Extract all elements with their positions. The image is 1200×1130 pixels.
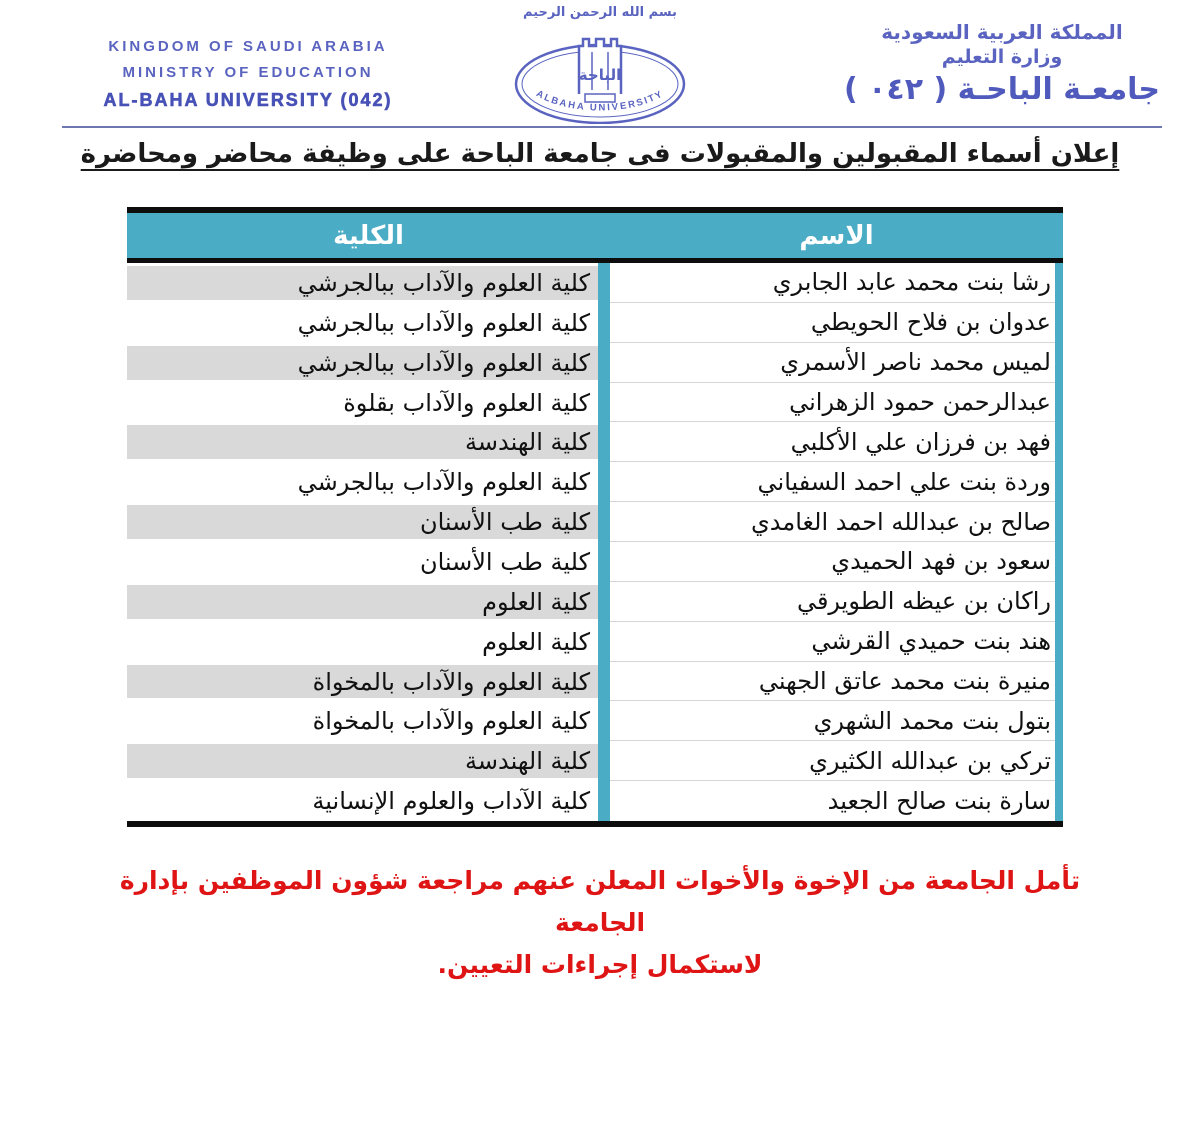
table-row [127,542,1063,582]
table-row [127,462,1063,502]
candidate-name-cell: صالح بن عبدالله احمد الغامدي [610,502,1055,542]
table-row [127,383,1063,423]
candidate-name-cell: رشا بنت محمد عابد الجابري [610,263,1055,303]
table-row [127,781,1063,821]
letterhead-country-en: KINGDOM OF SAUDI ARABIA [108,38,388,55]
table-row [127,343,1063,383]
footer-note [110,860,1090,986]
college-cell-fill: كلية العلوم والآداب ببالجرشي [297,308,590,337]
college-cell-fill: كلية العلوم والآداب ببالجرشي [127,266,598,300]
table-row [127,701,1063,741]
candidate-name-cell: لميس محمد ناصر الأسمري [610,343,1055,383]
college-cell [127,701,598,741]
college-cell-fill: كلية طب الأسنان [127,505,598,539]
table-row [127,263,1063,303]
table-body [127,263,1063,821]
table-bottom-border [127,821,1063,827]
college-cell-fill: كلية الهندسة [127,744,598,778]
college-cell [127,462,598,502]
candidate-name-cell: فهد بن فرزان علي الأكلبي [610,422,1055,462]
letterhead-university-en: AL-BAHA UNIVERSITY (042) [103,90,393,110]
college-cell [127,542,598,582]
table-row [127,422,1063,462]
college-cell-fill: كلية العلوم والآداب ببالجرشي [297,468,590,497]
candidate-name-cell: سارة بنت صالح الجعيد [610,781,1055,821]
college-cell [127,781,598,821]
candidate-name-cell: عدوان بن فلاح الحويطي [610,303,1055,343]
college-cell [127,422,598,462]
table-rows [127,263,1063,821]
candidate-name-cell: راكان بن عيظه الطويرقي [610,582,1055,622]
college-cell-fill: كلية العلوم [127,585,598,619]
page-title: إعلان أسماء المقبولين والمقبولات فى جامعة الباحة على وظيفة محاضر ومحاضرة [80,139,1120,169]
university-emblem-icon [487,2,713,124]
college-cell-fill: كلية العلوم [482,627,590,656]
college-cell [127,741,598,781]
letterhead-country-ar: المملكة العربية السعودية [881,20,1123,44]
college-cell [127,383,598,423]
letterhead-english [78,34,418,111]
bismillah-text: بسم الله الرحمن الرحيم [523,5,677,20]
letterhead-ministry-ar: وزارة التعليم [941,46,1063,68]
candidate-name-cell: عبدالرحمن حمود الزهراني [610,383,1055,423]
emblem-arabic-name: الباحة [578,66,622,84]
candidate-name-cell: بتول بنت محمد الشهري [610,701,1055,741]
column-header-college: الكلية [333,220,404,251]
college-cell-fill: كلية العلوم والآداب بقلوة [343,388,590,417]
table-row [127,502,1063,542]
college-cell-fill: كلية العلوم والآداب بالمخواة [127,665,598,699]
candidate-name-cell: هند بنت حميدي القرشي [610,622,1055,662]
table-header-row [127,213,1063,258]
college-cell [127,622,598,662]
candidate-name-cell: منيرة بنت محمد عاتق الجهني [610,662,1055,702]
college-cell [127,263,598,303]
college-cell [127,303,598,343]
candidate-name-cell: سعود بن فهد الحميدي [610,542,1055,582]
accepted-candidates-table [127,207,1063,827]
college-cell-fill: كلية الآداب والعلوم الإنسانية [312,787,590,816]
letterhead-divider-line [62,126,1162,128]
table-row [127,741,1063,781]
footer-note-line2: لاستكمال إجراءات التعيين. [437,950,763,979]
table-right-edge-bar [1055,263,1063,821]
letterhead-ministry-en: MINISTRY OF EDUCATION [122,64,374,81]
college-cell [127,502,598,542]
college-cell-fill: كلية الهندسة [127,425,598,459]
candidate-name-cell: تركي بن عبدالله الكثيري [610,741,1055,781]
college-cell-fill: كلية العلوم والآداب ببالجرشي [127,346,598,380]
candidate-name-cell: وردة بنت علي احمد السفياني [610,462,1055,502]
college-cell [127,582,598,622]
footer-note-line1: تأمل الجامعة من الإخوة والأخوات المعلن عنهم مراجعة شؤون الموظفين بإدارة الجامعة [119,866,1081,937]
letterhead-university-ar: جامعـة الباحـة ( ٠٤٢ ) [843,72,1161,107]
table-row [127,303,1063,343]
college-cell-fill: كلية طب الأسنان [419,547,590,576]
letterhead-arabic [822,20,1182,107]
college-cell-fill: كلية العلوم والآداب بالمخواة [312,707,590,736]
college-cell [127,662,598,702]
university-logo [487,2,713,124]
table-row [127,622,1063,662]
emblem-caption: ALBAHA UNIVERSITY [534,88,666,114]
table-row [127,662,1063,702]
table-row [127,582,1063,622]
column-header-name: الاسم [799,220,874,251]
college-cell [127,343,598,383]
table-column-divider [598,263,610,821]
